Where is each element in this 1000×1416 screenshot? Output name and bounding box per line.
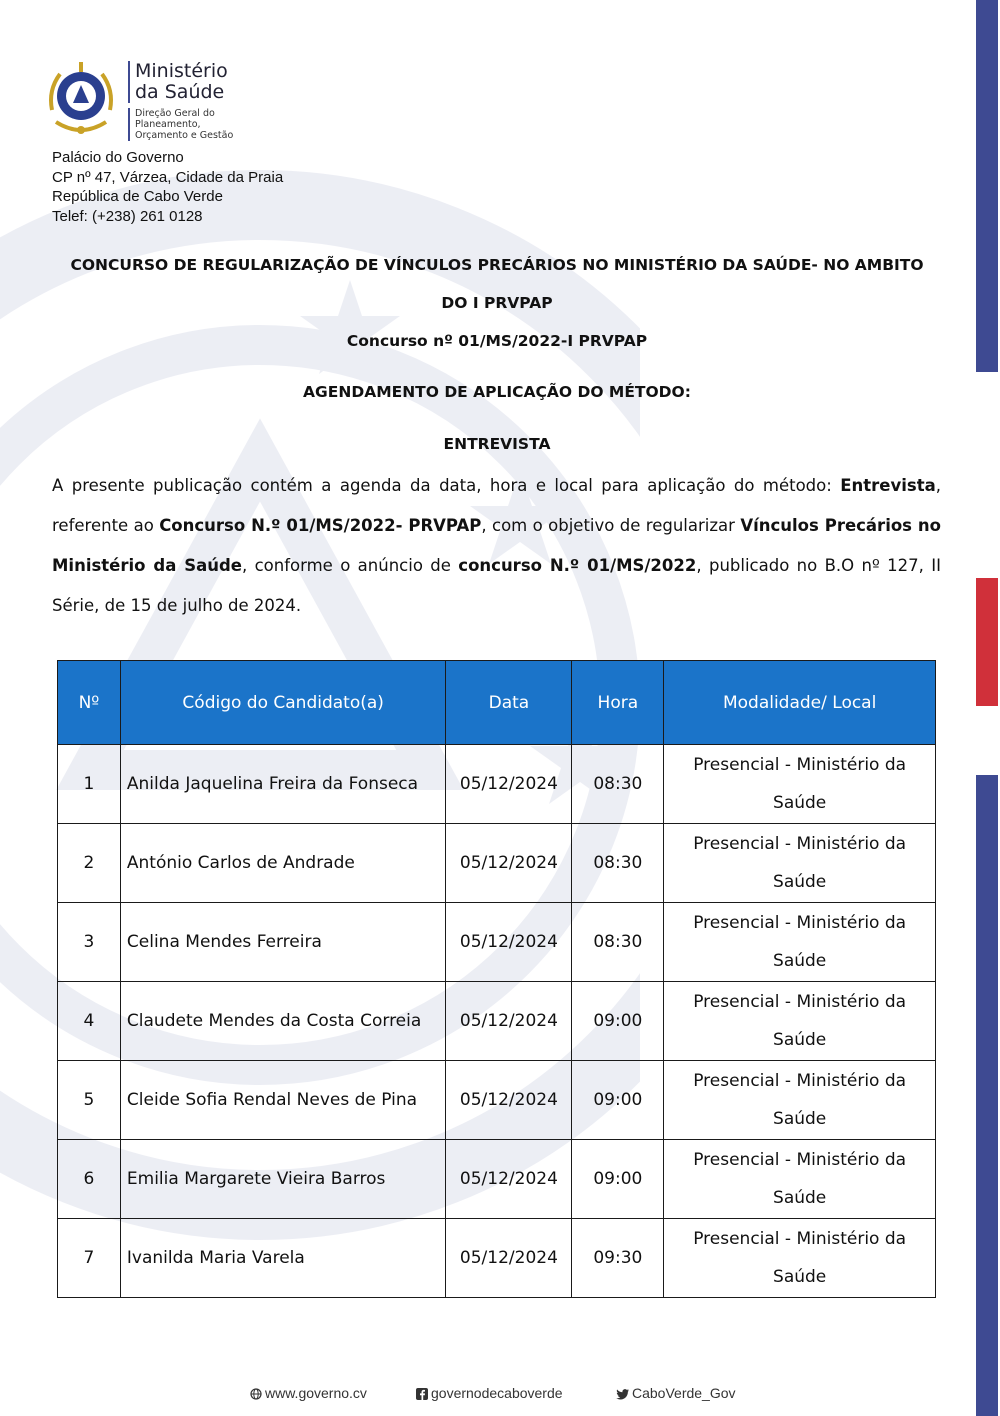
cell-number: 2 (58, 824, 121, 903)
location-line1: Presencial - Ministério da (693, 1071, 907, 1091)
header-time: Hora (572, 661, 664, 745)
method-heading: ENTREVISTA (443, 435, 551, 453)
intro-bold: Vínculos Precários no Ministério da Saúde (52, 516, 941, 575)
cell-number: 6 (58, 1140, 121, 1219)
coat-of-arms-icon (42, 60, 120, 138)
location-line1: Presencial - Ministério da (693, 913, 907, 933)
header-candidate: Código do Candidato(a) (120, 661, 446, 745)
ministry-name-line2: da Saúde (135, 81, 225, 103)
cell-time: 09:00 (572, 1061, 664, 1140)
location-line2: Saúde (773, 1030, 827, 1050)
cell-number: 5 (58, 1061, 121, 1140)
location-line1: Presencial - Ministério da (693, 1150, 907, 1170)
cell-number: 7 (58, 1219, 121, 1298)
facebook-text: governodecaboverde (431, 1385, 563, 1401)
schedule-table (57, 660, 936, 1298)
cell-location (664, 745, 936, 824)
cell-number: 1 (58, 745, 121, 824)
intro-paragraph (52, 466, 941, 626)
cell-candidate: Emilia Margarete Vieira Barros (120, 1140, 446, 1219)
cell-date: 05/12/2024 (446, 1219, 572, 1298)
twitter-text: CaboVerde_Gov (632, 1385, 736, 1401)
header-date: Data (446, 661, 572, 745)
document-title-line2: DO I PRVPAP (441, 294, 553, 312)
schedule-heading: AGENDAMENTO DE APLICAÇÃO DO MÉTODO: (303, 383, 691, 401)
cell-time: 09:30 (572, 1219, 664, 1298)
footer-facebook[interactable] (416, 1385, 563, 1401)
location-line2: Saúde (773, 1109, 827, 1129)
cell-time: 09:00 (572, 1140, 664, 1219)
directorate-line1: Direção Geral do Planeamento, (135, 108, 215, 130)
table-row (58, 1061, 936, 1140)
globe-icon (250, 1388, 262, 1400)
document-title-line1: CONCURSO DE REGULARIZAÇÃO DE VÍNCULOS PRECÁRIOS NO MINISTÉRIO DA SAÚDE- NO AMBITO (70, 256, 924, 274)
intro-bold: Concurso N.º 01/MS/2022- PRVPAP (159, 516, 482, 535)
directorate-name (128, 108, 282, 141)
contest-number: Concurso nº 01/MS/2022-I PRVPAP (346, 332, 648, 350)
cell-time: 09:00 (572, 982, 664, 1061)
footer-twitter[interactable] (616, 1385, 736, 1401)
cell-location (664, 982, 936, 1061)
location-line2: Saúde (773, 1267, 827, 1287)
location-line1: Presencial - Ministério da (693, 755, 907, 775)
intro-text: A presente publicação contém a agenda da data, hora e local para aplicação do método: (52, 476, 841, 495)
location-line2: Saúde (773, 1188, 827, 1208)
intro-text: , conforme o anúncio de (241, 556, 459, 575)
cell-location (664, 1219, 936, 1298)
header-location: Modalidade/ Local (664, 661, 936, 745)
cell-candidate: Claudete Mendes da Costa Correia (120, 982, 446, 1061)
cell-candidate: Celina Mendes Ferreira (120, 903, 446, 982)
intro-text: , com o objetivo de regularizar (481, 516, 741, 535)
address-line: CP nº 47, Várzea, Cidade da Praia (52, 168, 284, 186)
cell-date: 05/12/2024 (446, 1061, 572, 1140)
website-text: www.governo.cv (265, 1385, 367, 1401)
cell-time: 08:30 (572, 903, 664, 982)
table-row (58, 824, 936, 903)
ministry-name (128, 61, 228, 103)
ministry-logo (42, 60, 282, 140)
cell-location (664, 824, 936, 903)
brand-bar-bottom (976, 775, 998, 1416)
cell-location (664, 1140, 936, 1219)
cell-location (664, 903, 936, 982)
address-phone: Telef: (+238) 261 0128 (52, 207, 203, 225)
cell-date: 05/12/2024 (446, 903, 572, 982)
cell-number: 4 (58, 982, 121, 1061)
cell-number: 3 (58, 903, 121, 982)
intro-text: , publicado no B.O nº 127, II Série, de 15 de julho de 2024. (52, 556, 941, 615)
cell-time: 08:30 (572, 824, 664, 903)
cell-date: 05/12/2024 (446, 745, 572, 824)
address-line: República de Cabo Verde (52, 188, 223, 205)
cell-candidate: Cleide Sofia Rendal Neves de Pina (120, 1061, 446, 1140)
ministry-name-line1: Ministério (135, 60, 228, 82)
address-line: Palácio do Governo (52, 149, 184, 166)
location-line1: Presencial - Ministério da (693, 834, 907, 854)
directorate-line2: Orçamento e Gestão (135, 130, 234, 141)
intro-bold: concurso N.º 01/MS/2022 (458, 556, 697, 575)
table-header-row (58, 661, 936, 745)
table-row (58, 903, 936, 982)
twitter-icon (616, 1389, 629, 1400)
location-line2: Saúde (773, 872, 827, 892)
footer-website[interactable] (250, 1385, 367, 1401)
address-block (52, 148, 283, 226)
cell-date: 05/12/2024 (446, 1140, 572, 1219)
location-line2: Saúde (773, 793, 827, 813)
header-number: Nº (58, 661, 121, 745)
cell-date: 05/12/2024 (446, 982, 572, 1061)
cell-candidate: Anilda Jaquelina Freira da Fonseca (120, 745, 446, 824)
table-row (58, 1219, 936, 1298)
cell-date: 05/12/2024 (446, 824, 572, 903)
intro-text: , referente ao (52, 476, 941, 535)
table-row (58, 982, 936, 1061)
brand-bar-red (976, 578, 998, 706)
location-line1: Presencial - Ministério da (693, 992, 907, 1012)
intro-bold: Entrevista (840, 476, 936, 495)
location-line1: Presencial - Ministério da (693, 1229, 907, 1249)
cell-candidate: Ivanilda Maria Varela (120, 1219, 446, 1298)
table-row (58, 745, 936, 824)
cell-location (664, 1061, 936, 1140)
cell-time: 08:30 (572, 745, 664, 824)
location-line2: Saúde (773, 951, 827, 971)
cell-candidate: António Carlos de Andrade (120, 824, 446, 903)
facebook-icon (416, 1388, 428, 1400)
table-row (58, 1140, 936, 1219)
brand-bar-top (976, 0, 998, 372)
